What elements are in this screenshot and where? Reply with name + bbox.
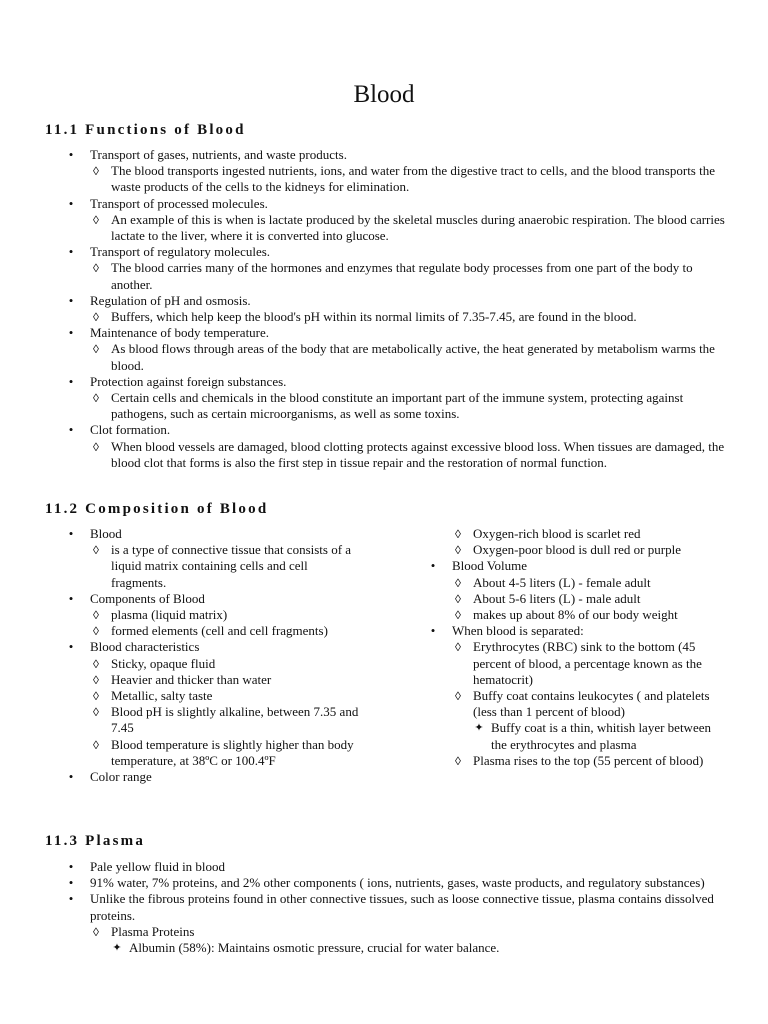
- sub-list-item: ◊ An example of this is when is lactate produced by the skeletal muscles during anaerobic respiration. The blood carries lactate to the liver, where it is converted into glucose.: [90, 212, 725, 244]
- bullet-icon: •: [68, 769, 74, 785]
- diamond-icon: ◊: [93, 310, 99, 325]
- sub-list-item: ◊ Buffy coat contains leukocytes ( and platelets (less than 1 percent of blood) ✦ Buffy coat is a thin, whitish layer between the erythrocytes and plasma: [452, 688, 727, 753]
- diamond-icon: ◊: [93, 212, 99, 227]
- diamond-icon: ◊: [455, 543, 461, 558]
- bullet-icon: •: [68, 859, 74, 874]
- star-icon: ✦: [474, 722, 484, 735]
- sub-list-item: ◊ When blood vessels are damaged, blood clotting protects against excessive blood loss. When tissues are damaged, the blood clot that forms is also the first step in tissue repair and the restoration of normal function.: [90, 439, 725, 471]
- list-item: • Protection against foreign substances. ◊ Certain cells and chemicals in the blood constitute an important part of the immune system, protecting against pathogens, such as certain microorganisms, as well as some toxins.: [65, 374, 725, 423]
- sub-list-item: ◊ About 4-5 liters (L) - female adult: [452, 575, 727, 591]
- diamond-icon: ◊: [93, 656, 99, 671]
- bullet-icon: •: [68, 875, 74, 891]
- diamond-icon: ◊: [455, 753, 461, 768]
- bullet-icon: •: [68, 422, 74, 438]
- sub-list-item: ◊ Erythrocytes (RBC) sink to the bottom (45 percent of blood, a percentage known as the hematocrit): [452, 639, 727, 688]
- bullet-icon: •: [68, 147, 74, 162]
- diamond-icon: ◊: [93, 624, 99, 639]
- sub-list-item: ◊ plasma (liquid matrix): [90, 607, 365, 623]
- section-heading-functions: 11.1 Functions of Blood: [45, 122, 246, 138]
- diamond-icon: ◊: [93, 689, 99, 704]
- sub-list-item: ◊ Blood temperature is slightly higher than body temperature, at 38ºC or 100.4ºF: [90, 737, 365, 769]
- bullet-icon: •: [68, 244, 74, 260]
- sub-list-item: ◊ is a type of connective tissue that consists of a liquid matrix containing cells and cell fragments.: [90, 542, 365, 591]
- diamond-icon: ◊: [93, 439, 99, 454]
- list-item: • Color range: [65, 769, 365, 785]
- list-item: • Blood characteristics ◊ Sticky, opaque fluid ◊ Heavier and thicker than water ◊ Metallic, salty taste ◊ Blood pH is slightly alkaline, between 7.35 and 7.45 ◊ Blood temperature is slightly higher than body temperature, at 38ºC or 100.4ºF: [65, 639, 365, 769]
- bullet-icon: •: [68, 292, 74, 308]
- list-item: • Pale yellow fluid in blood: [65, 859, 725, 875]
- sub-list-item: ◊ Oxygen-rich blood is scarlet red: [452, 526, 727, 542]
- bullet-icon: •: [68, 590, 74, 606]
- sub-list-item: ◊ The blood transports ingested nutrients, ions, and water from the digestive tract to cells, and the blood transports the waste products of the cells to the kidneys for elimination.: [90, 163, 725, 195]
- sub-list-item: ◊ Certain cells and chemicals in the blood constitute an important part of the immune system, protecting against pathogens, such as certain microorganisms, as well as some toxins.: [90, 390, 725, 422]
- diamond-icon: ◊: [93, 924, 99, 939]
- functions-list: [65, 147, 725, 471]
- sub-list-item: ◊ makes up about 8% of our body weight: [452, 607, 727, 623]
- plasma-list: [65, 859, 725, 956]
- list-item: • Components of Blood ◊ plasma (liquid matrix) ◊ formed elements (cell and cell fragments): [65, 591, 365, 640]
- list-item: • Blood ◊ is a type of connective tissue that consists of a liquid matrix containing cells and cell fragments.: [65, 526, 365, 591]
- list-item: • Regulation of pH and osmosis. ◊ Buffers, which help keep the blood's pH within its normal limits of 7.35-7.45, are found in the blood.: [65, 293, 725, 325]
- list-item: • Transport of gases, nutrients, and waste products. ◊ The blood transports ingested nutrients, ions, and water from the digestive tract to cells, and the blood transports the waste products of the cells to the kidneys for elimination.: [65, 147, 725, 196]
- diamond-icon: ◊: [455, 591, 461, 606]
- list-item: • Clot formation. ◊ When blood vessels are damaged, blood clotting protects against excessive blood loss. When tissues are damaged, the blood clot that forms is also the first step in tissue repair and the restoration of normal function.: [65, 422, 725, 471]
- bullet-icon: •: [430, 558, 436, 574]
- sub-list-item: ◊ About 5-6 liters (L) - male adult: [452, 591, 727, 607]
- bullet-icon: •: [68, 195, 74, 211]
- diamond-icon: ◊: [93, 164, 99, 179]
- diamond-icon: ◊: [93, 672, 99, 687]
- section-heading-composition: 11.2 Composition of Blood: [45, 501, 269, 517]
- diamond-icon: ◊: [93, 705, 99, 720]
- diamond-icon: ◊: [455, 575, 461, 590]
- diamond-icon: ◊: [93, 608, 99, 623]
- diamond-icon: ◊: [455, 689, 461, 704]
- list-item: • Unlike the fibrous proteins found in other connective tissues, such as loose connective tissue, plasma contains dissolved proteins. ◊ Plasma Proteins ✦ Albumin (58%): Maintains osmotic pressure, crucial for water balance.: [65, 891, 725, 956]
- sub-list-item: ◊ Metallic, salty taste: [90, 688, 365, 704]
- sub-list-item: ◊ formed elements (cell and cell fragments): [90, 623, 365, 639]
- sub-list-item: ◊ Blood pH is slightly alkaline, between 7.35 and 7.45: [90, 704, 365, 736]
- diamond-icon: ◊: [93, 342, 99, 357]
- list-item: • Maintenance of body temperature. ◊ As blood flows through areas of the body that are metabolically active, the heat generated by metabolism warms the blood.: [65, 325, 725, 374]
- section-heading-plasma: 11.3 Plasma: [45, 833, 146, 849]
- diamond-icon: ◊: [93, 737, 99, 752]
- bullet-icon: •: [68, 639, 74, 655]
- sub-sub-list-item: ✦ Buffy coat is a thin, whitish layer between the erythrocytes and plasma: [474, 720, 711, 752]
- diamond-icon: ◊: [93, 543, 99, 558]
- bullet-icon: •: [68, 325, 74, 341]
- sub-list-item: ◊ The blood carries many of the hormones and enzymes that regulate body processes from one part of the body to another.: [90, 260, 725, 292]
- sub-list-item: ◊ Heavier and thicker than water: [90, 672, 365, 688]
- bullet-icon: •: [68, 526, 74, 541]
- diamond-icon: ◊: [93, 261, 99, 276]
- diamond-icon: ◊: [455, 640, 461, 655]
- list-item: • Transport of regulatory molecules. ◊ The blood carries many of the hormones and enzymes that regulate body processes from one part of the body to another.: [65, 244, 725, 293]
- list-item: • Blood Volume ◊ About 4-5 liters (L) - female adult ◊ About 5-6 liters (L) - male adult ◊ makes up about 8% of our body weight: [427, 558, 727, 623]
- sub-list-item: ◊ Buffers, which help keep the blood's pH within its normal limits of 7.35-7.45, are found in the blood.: [90, 309, 725, 325]
- sub-sub-list-item: ✦ Albumin (58%): Maintains osmotic pressure, crucial for water balance.: [112, 940, 500, 956]
- sub-list-item: ◊ Plasma Proteins ✦ Albumin (58%): Maintains osmotic pressure, crucial for water balance.: [90, 924, 725, 956]
- bullet-icon: •: [68, 891, 74, 907]
- composition-left-column: [65, 526, 365, 785]
- page-title: Blood: [353, 81, 415, 108]
- diamond-icon: ◊: [455, 527, 461, 541]
- color-range-sublist: [427, 526, 727, 558]
- diamond-icon: ◊: [93, 391, 99, 406]
- sub-list-item: ◊ Plasma rises to the top (55 percent of blood): [452, 753, 727, 769]
- sub-list-item: ◊ As blood flows through areas of the body that are metabolically active, the heat generated by metabolism warms the blood.: [90, 341, 725, 373]
- diamond-icon: ◊: [455, 608, 461, 623]
- sub-list-item: ◊ Sticky, opaque fluid: [90, 656, 365, 672]
- list-item: • 91% water, 7% proteins, and 2% other components ( ions, nutrients, gases, waste products, and regulatory substances): [65, 875, 725, 891]
- star-icon: ✦: [112, 942, 122, 955]
- list-item: • Transport of processed molecules. ◊ An example of this is when is lactate produced by the skeletal muscles during anaerobic respiration. The blood carries lactate to the liver, where it is converted into glucose.: [65, 196, 725, 245]
- sub-list-item: ◊ Oxygen-poor blood is dull red or purple: [452, 542, 727, 558]
- bullet-icon: •: [68, 373, 74, 389]
- bullet-icon: •: [430, 623, 436, 639]
- composition-right-column: [427, 526, 727, 769]
- list-item: • When blood is separated: ◊ Erythrocytes (RBC) sink to the bottom (45 percent of blood, a percentage known as the hematocrit) ◊ Buffy coat contains leukocytes ( and platelets (less than 1 percent of blood) ✦ Buffy coat is a thin, whitish layer between the erythrocytes and plasma ◊ Plasma rises to the top (55 percent of blood): [427, 623, 727, 769]
